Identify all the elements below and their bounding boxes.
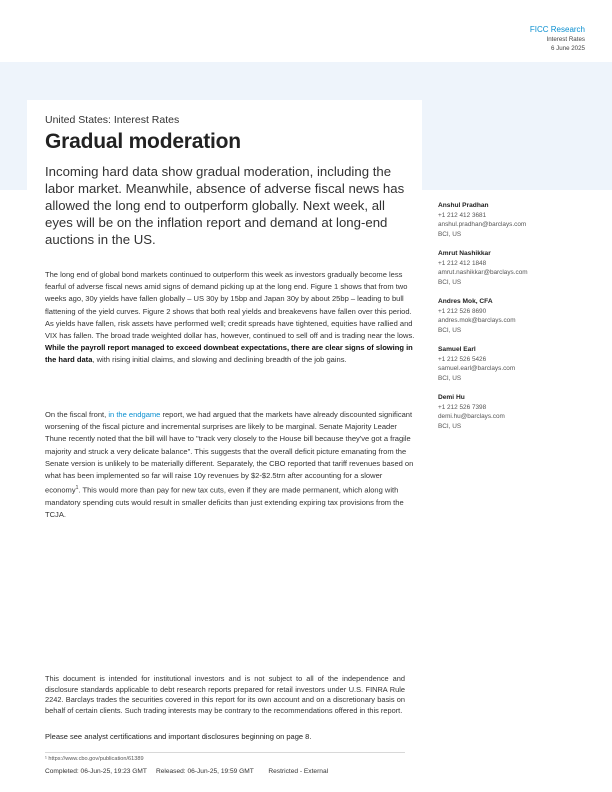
analyst-entity: BCI, US xyxy=(438,278,462,286)
analyst-list xyxy=(438,201,598,441)
paragraph-text: report, we had argued that the markets have already discounted significant worsening of the fiscal picture and incremental surprises are likely to be marginal. Senate Majority Leader Thune recently noted that the bill will have to "track very closely to the House bill because they've got a fragile majority and struck a very delicate balance". This suggests that the overall deficit picture emanating from the Senate version is unlikely to be materially different. Separately, the CBO reported that tariff revenues based on what has been implemented so far will raise 10y revenues by $2-$2.5trn after accounting for a slower economy xyxy=(45,410,414,495)
completed-time: Completed: 06-Jun-25, 19:23 GMT xyxy=(45,768,147,775)
paragraph-text: On the fiscal front, xyxy=(45,410,109,419)
release-footer xyxy=(45,768,328,775)
report-header xyxy=(530,24,585,53)
disclosure-note: Please see analyst certifications and important disclosures beginning on page 8. xyxy=(45,732,312,741)
analyst-name: Andres Mok, CFA xyxy=(438,298,493,305)
region-label: United States: Interest Rates xyxy=(45,114,180,126)
classification-label: Restricted - External xyxy=(268,768,329,775)
analyst-entity: BCI, US xyxy=(438,374,462,382)
paragraph-text: The long end of global bond markets continued to outperform this week as investors gradually become less fearful of adverse fiscal news amid signs of demand picking up at the long end. Figure 1 shows that from two weeks ago, 30y yields have fallen globally – US 30y by 15bp and Japan 30y by about 25bp – leading to bull flattening of the yield curves. Figure 2 shows that both real yields and breakevens have fallen over this period. As yields have fallen, risk assets have performed well; credit spreads have tightened, equities have rallied and VIX has fallen. The broad trade weighted dollar has, however, continued to sell off and is trading near the lows. xyxy=(45,270,415,341)
analyst-phone: +1 212 412 3681 xyxy=(438,211,487,219)
department-label: FICC Research xyxy=(529,25,585,34)
endgame-report-link[interactable]: in the endgame xyxy=(108,410,161,419)
analyst-entity: BCI, US xyxy=(438,230,462,238)
analyst-card xyxy=(438,345,598,383)
analyst-card xyxy=(438,201,598,239)
footnote-text: ¹ https://www.cbo.gov/publication/61389 xyxy=(45,756,144,762)
analyst-card xyxy=(438,249,598,287)
analyst-email[interactable]: andres.mok@barclays.com xyxy=(438,317,516,324)
paragraph-text: , with rising initial claims, and slowing and declining breadth of the job gains. xyxy=(92,355,347,365)
released-time: Released: 06-Jun-25, 19:59 GMT xyxy=(155,768,254,775)
footnote-divider xyxy=(45,752,405,753)
analyst-phone: +1 212 526 7398 xyxy=(438,403,487,411)
body-paragraph-2 xyxy=(45,409,417,521)
analyst-email[interactable]: anshul.pradhan@barclays.com xyxy=(438,221,527,228)
body-paragraph-1 xyxy=(45,269,417,367)
analyst-name: Anshul Pradhan xyxy=(438,202,489,209)
footnote-marker[interactable]: 1 xyxy=(75,485,79,492)
analyst-entity: BCI, US xyxy=(438,326,462,334)
analyst-phone: +1 212 412 1848 xyxy=(438,259,487,267)
disclaimer-text: This document is intended for institutional investors and is not subject to all of the independence and disclosure standards applicable to debt research reports prepared for retail investors under U.S. FINRA Rule 2242. Barclays trades the securities covered in this report for its own account and on a discretionary basis on behalf of certain clients. Such trading interests may be contrary to the recommendations offered in this report. xyxy=(45,674,405,715)
paragraph-bold-text: While the payroll report managed to exceed downbeat expectations, there are clear signs of slowing in the hard data xyxy=(45,343,413,365)
analyst-entity: BCI, US xyxy=(438,422,462,430)
analyst-email[interactable]: samuel.earl@barclays.com xyxy=(438,365,516,372)
paragraph-text: . This would more than pay for new tax cuts, even if they are made permanent, which along with mandatory spending cuts would result in smaller deficits than just extending expiring tax provisions from the TCJA. xyxy=(45,485,404,520)
analyst-card xyxy=(438,297,598,335)
analyst-name: Demi Hu xyxy=(438,394,465,401)
lead-summary: Incoming hard data show gradual moderation, including the labor market. Meanwhile, absence of adverse fiscal news has allowed the long end to outperform globally. Next week, all eyes will be on the inflation report and demand at long-end auctions in the US. xyxy=(45,164,405,247)
report-date: 6 June 2025 xyxy=(550,45,585,52)
page-title: Gradual moderation xyxy=(45,130,241,153)
analyst-phone: +1 212 526 8690 xyxy=(438,307,487,315)
analyst-name: Amrut Nashikkar xyxy=(438,250,491,257)
analyst-name: Samuel Earl xyxy=(438,346,476,353)
analyst-phone: +1 212 526 5426 xyxy=(438,355,487,363)
analyst-email[interactable]: demi.hu@barclays.com xyxy=(438,413,505,420)
analyst-card xyxy=(438,393,598,431)
subtitle-label: Interest Rates xyxy=(546,36,585,43)
analyst-email[interactable]: amrut.nashikkar@barclays.com xyxy=(438,269,528,276)
